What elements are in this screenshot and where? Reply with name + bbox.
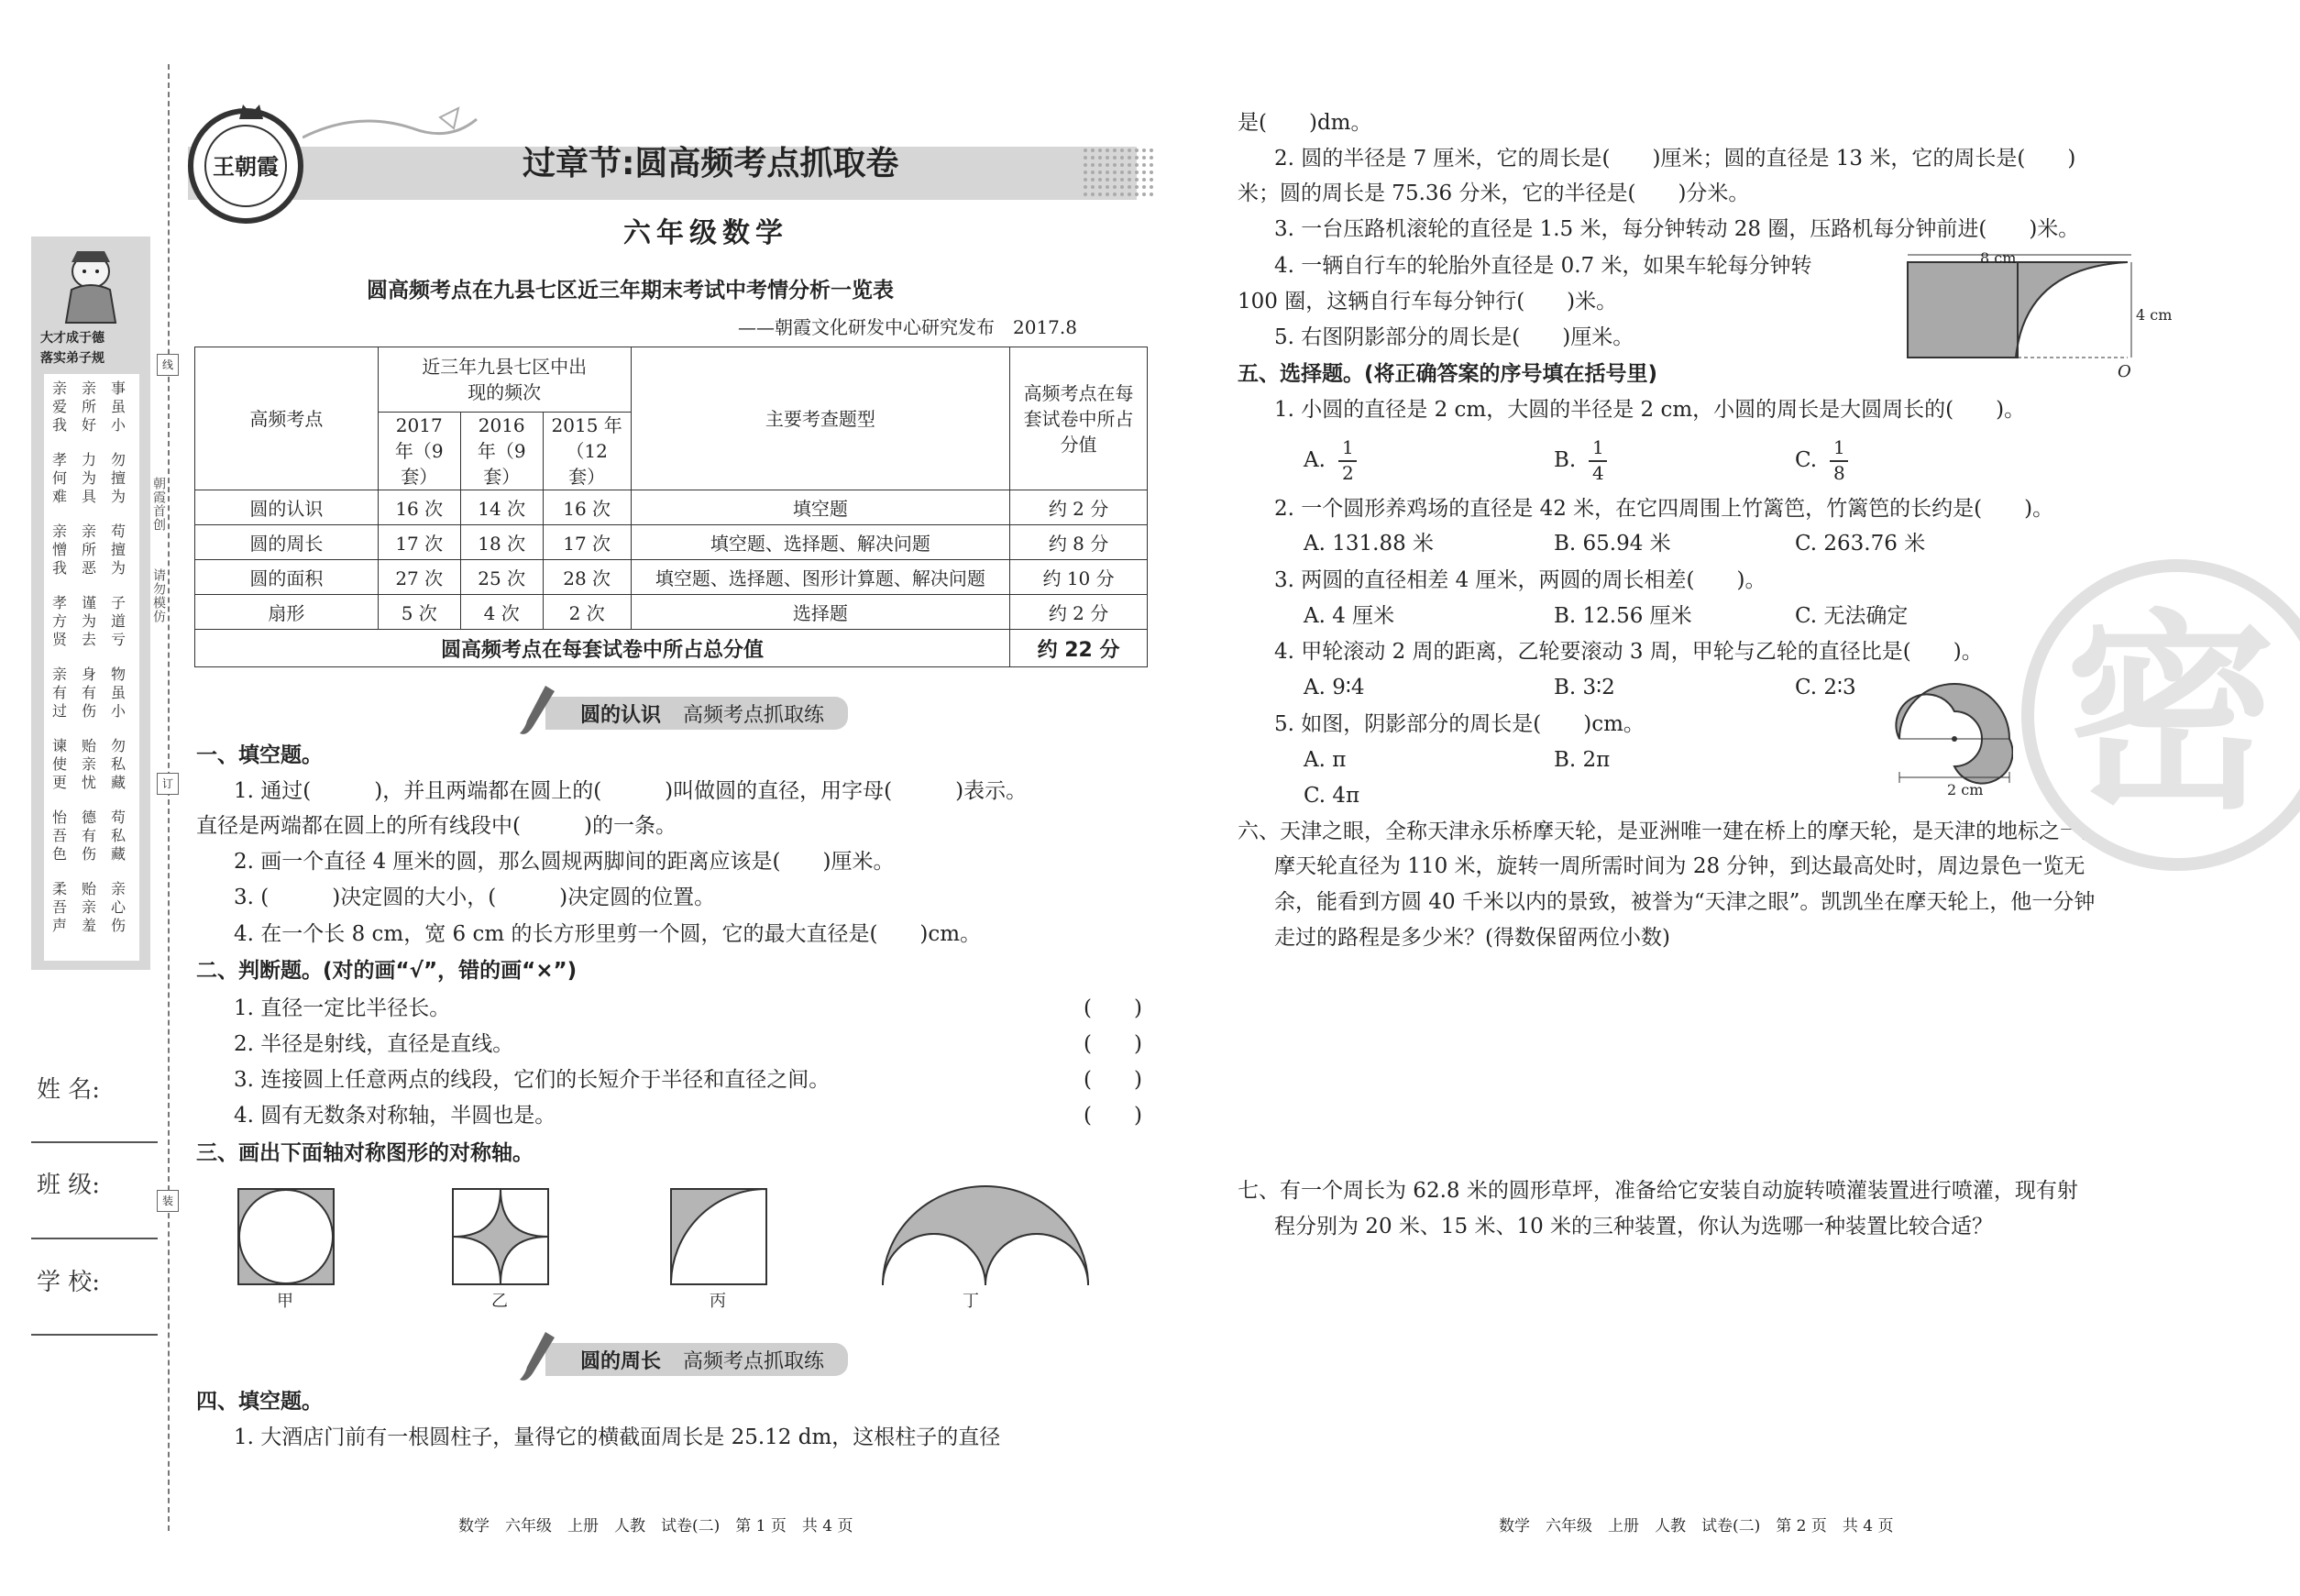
- th-year-2016: 2016 年（9 套）: [460, 413, 543, 490]
- s5-q2-option-c[interactable]: C. 263.76 米: [1795, 532, 1926, 556]
- judge-item-2: 2. 半径是射线，直径是直线。: [234, 1032, 514, 1056]
- s6-line-4: 走过的路程是多少米？(得数保留两位小数): [1274, 926, 1670, 950]
- figure-label-ding: 丁: [963, 1292, 979, 1311]
- s4-q4-a: 4. 一辆自行车的轮胎外直径是 0.7 米，如果车轮每分钟转: [1274, 254, 1812, 278]
- th-topic: 高频考点: [195, 347, 379, 490]
- s5-q3: 3. 两圆的直径相差 4 厘米，两圆的周长相差( )。: [1274, 568, 1766, 592]
- th-year-2015: 2015 年（12 套）: [543, 413, 631, 490]
- part2-title: 二、判断题。(对的画“√”，错的画“×”): [196, 959, 578, 983]
- part4-title: 四、填空题。: [196, 1390, 323, 1414]
- row-topic: 圆的认识: [195, 490, 379, 525]
- section-tag-sub: 高频考点抓取练: [683, 704, 825, 727]
- s4-q3: 3. 一台压路机滚轮的直径是 1.5 米，每分钟转动 28 圈，压路机每分钟前进( )米。: [1274, 217, 2080, 241]
- poem-column: 事虽小: [110, 380, 126, 434]
- poem-column: 亲心伤: [110, 880, 126, 934]
- row-2015: 17 次: [543, 525, 631, 560]
- class-label: 班 级:: [37, 1172, 101, 1199]
- th-frequency: 近三年九县七区中出现的频次: [378, 347, 631, 413]
- s5-q5-option-a[interactable]: A. π: [1304, 748, 1347, 772]
- section-tag-name: 圆的认识: [580, 704, 662, 727]
- s1-q2: 2. 画一个直径 4 厘米的圆，那么圆规两脚间的距离应该是( )厘米。: [234, 850, 895, 874]
- poem-column: 柔吾声: [51, 880, 67, 934]
- row-score: 约 10 分: [1010, 560, 1148, 595]
- seal-line: 线: [157, 354, 179, 376]
- stats-table: [194, 347, 1148, 667]
- seal-bind: 订: [157, 773, 179, 795]
- name-line[interactable]: [31, 1141, 158, 1143]
- poem-column: 谏使更: [51, 737, 67, 791]
- s5-q5: 5. 如图，阴影部分的周长是( )cm。: [1274, 712, 1645, 736]
- s1-q1-a: 1. 通过( )，并且两端都在圆上的( )叫做圆的直径，用字母( )表示。: [234, 779, 1028, 803]
- s4-q2-a: 2. 圆的半径是 7 厘米，它的周长是( )厘米；圆的直径是 13 米，它的周长是( ): [1274, 147, 2076, 171]
- judge-item-3: 3. 连接圆上任意两点的线段，它们的长短介于半径和直径之间。: [234, 1068, 831, 1092]
- s4-q2-b: 米；圆的周长是 75.36 分米，它的半径是( )分米。: [1238, 182, 1750, 205]
- poem-column: 勿擅为: [110, 451, 126, 505]
- class-line[interactable]: [31, 1238, 158, 1239]
- figure-side-label: 4 cm: [2136, 306, 2173, 324]
- s5-q4: 4. 甲轮滚动 2 周的距离，乙轮要滚动 3 周，甲轮与乙轮的直径比是( )。: [1274, 640, 1983, 664]
- row-2017: 5 次: [378, 595, 460, 630]
- poem-column: 德有伤: [81, 809, 96, 863]
- judge-item-1: 1. 直径一定比半径长。: [234, 996, 451, 1020]
- row-2017: 27 次: [378, 560, 460, 595]
- figure-semicircles: [1894, 669, 2013, 788]
- poem-column: 力为具: [81, 451, 96, 505]
- brush-icon: [518, 1330, 558, 1385]
- poem-column: 孝方贤: [51, 594, 67, 648]
- poem-column: 物虽小: [110, 666, 126, 720]
- figure-ding[interactable]: [880, 1183, 1091, 1288]
- poem-box: [44, 374, 139, 961]
- row-topic: 圆的周长: [195, 525, 379, 560]
- crown-icon: [237, 101, 265, 121]
- poem-column: 亲所恶: [81, 523, 96, 577]
- s5-q3-option-b[interactable]: B. 12.56 厘米: [1554, 604, 1692, 628]
- s1-q4: 4. 在一个长 8 cm，宽 6 cm 的长方形里剪一个圆，它的最大直径是( )cm。: [234, 922, 982, 946]
- judge-answer-1[interactable]: ( ): [1084, 996, 1142, 1020]
- row-score: 约 2 分: [1010, 490, 1148, 525]
- row-topic: 圆的面积: [195, 560, 379, 595]
- s7-line-2: 程分别为 20 米、15 米、10 米的三种装置，你认为选哪一种装置比较合适？: [1274, 1215, 1994, 1238]
- row-2015: 16 次: [543, 490, 631, 525]
- section-tag-name: 圆的周长: [580, 1350, 662, 1373]
- poem-column: 贻亲羞: [81, 880, 96, 934]
- figure-bing[interactable]: [669, 1187, 768, 1286]
- s4-q1-a: 1. 大酒店门前有一根圆柱子，量得它的横截面周长是 25.12 dm，这根柱子的直径: [234, 1425, 1001, 1449]
- part5-title: 五、选择题。(将正确答案的序号填在括号里): [1238, 362, 1658, 386]
- motto-strip: [31, 237, 150, 970]
- judge-answer-3[interactable]: ( ): [1084, 1068, 1142, 1092]
- poem-column: 怡吾色: [51, 809, 67, 863]
- poem-column: 亲所好: [81, 380, 96, 434]
- figure-label-jia: 甲: [277, 1292, 293, 1311]
- s1-q3: 3. ( )决定圆的大小，( )决定圆的位置。: [234, 886, 716, 909]
- poem-column: 子道亏: [110, 594, 126, 648]
- row-types: 填空题: [631, 490, 1009, 525]
- s5-q1: 1. 小圆的直径是 2 cm，大圆的半径是 2 cm，小圆的周长是大圆周长的( )。: [1274, 398, 2026, 422]
- s5-q2: 2. 一个圆形养鸡场的直径是 42 米，在它四周围上竹篱笆，竹篱笆的长约是( )。: [1274, 497, 2054, 521]
- s4-q5: 5. 右图阴影部分的周长是( )厘米。: [1274, 325, 1634, 349]
- section-tag-sub: 高频考点抓取练: [683, 1350, 825, 1373]
- row-types: 选择题: [631, 595, 1009, 630]
- poem-column: 孝何难: [51, 451, 67, 505]
- row-2016: 18 次: [460, 525, 543, 560]
- judge-answer-2[interactable]: ( ): [1084, 1032, 1142, 1056]
- s5-q4-option-b[interactable]: B. 3∶2: [1554, 676, 1615, 699]
- s1-q1-b: 直径是两端都在圆上的所有线段中( )的一条。: [196, 814, 677, 838]
- page-subtitle: 六年级数学: [623, 217, 788, 249]
- poem-column: 勿私藏: [110, 737, 126, 791]
- row-2016: 4 次: [460, 595, 543, 630]
- section-tag-circumference: [545, 1343, 848, 1376]
- publisher-line: ——朝霞文化研发中心研究发布 2017.8: [738, 316, 1077, 338]
- brush-icon: [518, 684, 558, 739]
- vertical-note-1: 朝霞首创: [151, 477, 166, 532]
- row-score: 约 8 分: [1010, 525, 1148, 560]
- th-year-2017: 2017 年（9 套）: [378, 413, 460, 490]
- s4-q1-b: 是( )dm。: [1238, 111, 1372, 135]
- table-row: [195, 560, 1148, 595]
- ribbon-decoration: [303, 101, 486, 156]
- figure-label-yi: 乙: [491, 1292, 508, 1311]
- part3-title: 三、画出下面轴对称图形的对称轴。: [196, 1141, 534, 1165]
- row-score: 约 2 分: [1010, 595, 1148, 630]
- s5-q2-option-b[interactable]: B. 65.94 米: [1554, 532, 1671, 556]
- stamp-char: 密: [2065, 590, 2277, 838]
- figure-shaded-quarter: [1902, 246, 2140, 367]
- poem-column: 苟擅为: [110, 523, 126, 577]
- row-types: 填空题、选择题、解决问题: [631, 525, 1009, 560]
- s5-q4-option-a[interactable]: A. 9∶4: [1304, 676, 1365, 699]
- poem-column: 身有伤: [81, 666, 96, 720]
- s4-q4-b: 100 圈，这辆自行车每分钟行( )米。: [1238, 290, 1618, 314]
- row-topic: 扇形: [195, 595, 379, 630]
- s5-q3-option-a[interactable]: A. 4 厘米: [1304, 604, 1395, 628]
- name-label: 姓 名:: [37, 1076, 101, 1104]
- poem-column: 亲憎我: [51, 523, 67, 577]
- s5-q5-option-b[interactable]: B. 2π: [1554, 748, 1611, 772]
- row-2015: 28 次: [543, 560, 631, 595]
- row-2015: 2 次: [543, 595, 631, 630]
- judge-answer-4[interactable]: ( ): [1084, 1104, 1142, 1128]
- table-row: [195, 525, 1148, 560]
- footer-page-2: 数学 六年级 上册 人教 试卷(二) 第 2 页 共 4 页: [1499, 1517, 1894, 1535]
- s5-q5-option-c[interactable]: C. 4π: [1304, 784, 1360, 808]
- scholar-illustration: [59, 244, 123, 326]
- table-title: 圆高频考点在九县七区近三年期末考试中考情分析一览表: [367, 279, 894, 303]
- poem-column: 贻亲忧: [81, 737, 96, 791]
- row-2017: 17 次: [378, 525, 460, 560]
- s6-line-3: 余，能看到方圆 40 千米以内的景致，被誉为“天津之眼”。凯凯坐在摩天轮上，他一分钟: [1274, 890, 2096, 914]
- figure-width-label: 2 cm: [1947, 781, 1984, 798]
- s6-line-2: 摩天轮直径为 110 米，旋转一周所需时间为 28 分钟，到达最高处时，周边景色一览无: [1274, 854, 2085, 878]
- figure-origin-label: O: [2118, 362, 2131, 381]
- poem-column: 谨为去: [81, 594, 96, 648]
- vertical-note-2: 请勿模仿: [151, 568, 166, 623]
- motto-line-1: 大才成于德: [40, 331, 105, 346]
- part1-title: 一、填空题。: [196, 743, 323, 767]
- binding-cut-line: [168, 64, 170, 1531]
- table-row: [195, 595, 1148, 630]
- page-title: 过章节:圆高频考点抓取卷: [523, 145, 899, 182]
- total-label: 圆高频考点在每套试卷中所占总分值: [195, 630, 1010, 667]
- figure-label-bing: 丙: [710, 1292, 726, 1311]
- th-types: 主要考查题型: [631, 347, 1009, 490]
- row-types: 填空题、选择题、图形计算题、解决问题: [631, 560, 1009, 595]
- figure-jia[interactable]: [237, 1187, 336, 1286]
- brand-logo: [188, 108, 303, 224]
- s5-q3-option-c[interactable]: C. 无法确定: [1795, 604, 1909, 628]
- row-2016: 25 次: [460, 560, 543, 595]
- row-2017: 16 次: [378, 490, 460, 525]
- school-label: 学 校:: [37, 1269, 101, 1296]
- th-score: 高频考点在每套试卷中所占分值: [1010, 347, 1148, 490]
- figure-yi[interactable]: [451, 1187, 550, 1286]
- s5-q2-option-a[interactable]: A. 131.88 米: [1304, 532, 1435, 556]
- s6-line-1: 六、天津之眼，全称天津永乐桥摩天轮，是亚洲唯一建在桥上的摩天轮，是天津的地标之一。: [1238, 820, 2102, 843]
- footer-page-1: 数学 六年级 上册 人教 试卷(二) 第 1 页 共 4 页: [458, 1517, 853, 1535]
- row-2016: 14 次: [460, 490, 543, 525]
- motto-line-2: 落实弟子规: [40, 351, 105, 366]
- banner-dot-pattern: [1082, 147, 1155, 200]
- seal-pack: 装: [157, 1190, 179, 1212]
- section-tag-recognition: [545, 697, 848, 730]
- poem-column: 苟私藏: [110, 809, 126, 863]
- poem-column: 亲有过: [51, 666, 67, 720]
- school-line[interactable]: [31, 1334, 158, 1336]
- logo-text: 王朝霞: [213, 153, 279, 180]
- s7-line-1: 七、有一个周长为 62.8 米的圆形草坪，准备给它安装自动旋转喷灌装置进行喷灌，现有射: [1238, 1179, 2078, 1203]
- poem-column: 亲爱我: [51, 380, 67, 434]
- figure-top-label: 8 cm: [1980, 249, 2017, 267]
- total-value: 约 22 分: [1010, 630, 1148, 667]
- table-row: [195, 490, 1148, 525]
- judge-item-4: 4. 圆有无数条对称轴，半圆也是。: [234, 1104, 556, 1128]
- s5-q4-option-c[interactable]: C. 2∶3: [1795, 676, 1856, 699]
